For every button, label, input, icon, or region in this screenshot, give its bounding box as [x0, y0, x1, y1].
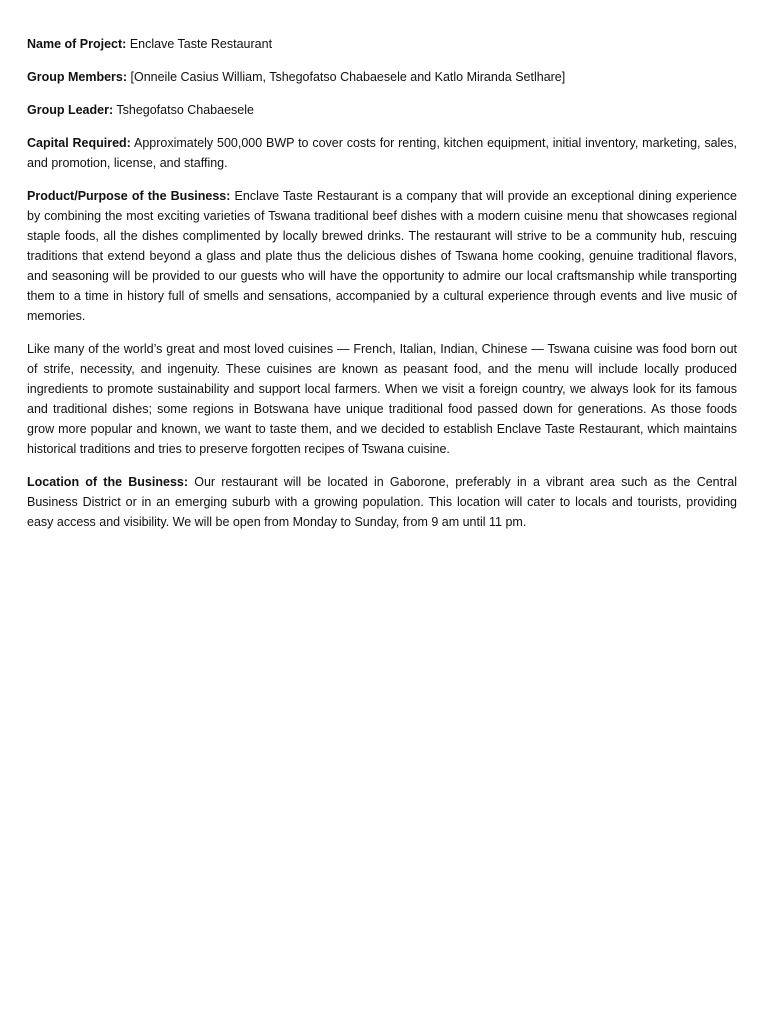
group-leader-value: Tshegofatso Chabaesele — [116, 103, 254, 117]
group-leader-label: Group Leader: — [27, 103, 114, 117]
business-location-paragraph — [27, 472, 737, 532]
document-page — [27, 34, 737, 545]
capital-required-label: Capital Required: — [27, 136, 131, 150]
business-purpose-value: Enclave Taste Restaurant is a company that will provide an exceptional dining experience by combining the most exciting varieties of Tswana traditional beef dishes with a modern cuisine menu that showcases regional staple foods, all the dishes complimented by locally brewed drinks. The restaurant will strive to be a community hub, rescuing traditions that extend beyond a glass and plate thus the delicious dishes of Tswana home cooking, genuine traditional flavors, and seasoning will be provided to our guests who will have the opportunity to admire our local craftsmanship while transporting them to a time in history full of smells and sensations, accompanied by a cultural experience through events and live music of memories. — [27, 189, 737, 323]
business-location-value: Our restaurant will be located in Gaborone, preferably in a vibrant area such as the Central Business District or in an emerging suburb with a growing population. This location will cater to locals and tourists, providing easy access and visibility. We will be open from Monday to Sunday, from 9 am until 11 pm. — [27, 475, 737, 529]
business-location-label: Location of the Business: — [27, 475, 189, 489]
group-members-value: [Onneile Casius William, Tshegofatso Chabaesele and Katlo Miranda Setlhare] — [130, 70, 566, 84]
project-name-value: Enclave Taste Restaurant — [129, 37, 273, 51]
business-purpose-paragraph — [27, 186, 737, 326]
cuisine-paragraph: Like many of the world’s great and most loved cuisines — French, Italian, Indian, Chinese — Tswana cuisine was food born out of strife, necessity, and ingenuity. These cuisines are known as peasant food, and the menu will include locally produced ingredients to promote sustainability and support local farmers. When we visit a foreign country, we always look for its famous and traditional dishes; some regions in Botswana have unique traditional food passed down for generations. As those foods grow more popular and known, we want to taste them, and we decided to establish Enclave Taste Restaurant, which maintains historical traditions and tries to preserve forgotten recipes of Tswana cuisine. — [27, 342, 737, 456]
project-name-paragraph — [27, 34, 737, 54]
group-leader-paragraph — [27, 100, 737, 120]
group-members-paragraph — [27, 67, 737, 87]
group-members-label: Group Members: — [27, 70, 128, 84]
capital-required-paragraph — [27, 133, 737, 173]
capital-required-value: Approximately 500,000 BWP to cover costs for renting, kitchen equipment, initial inventory, marketing, sales, and promotion, license, and staffing. — [27, 136, 737, 170]
business-purpose-label: Product/Purpose of the Business: — [27, 189, 231, 203]
project-name-label: Name of Project: — [27, 37, 127, 51]
